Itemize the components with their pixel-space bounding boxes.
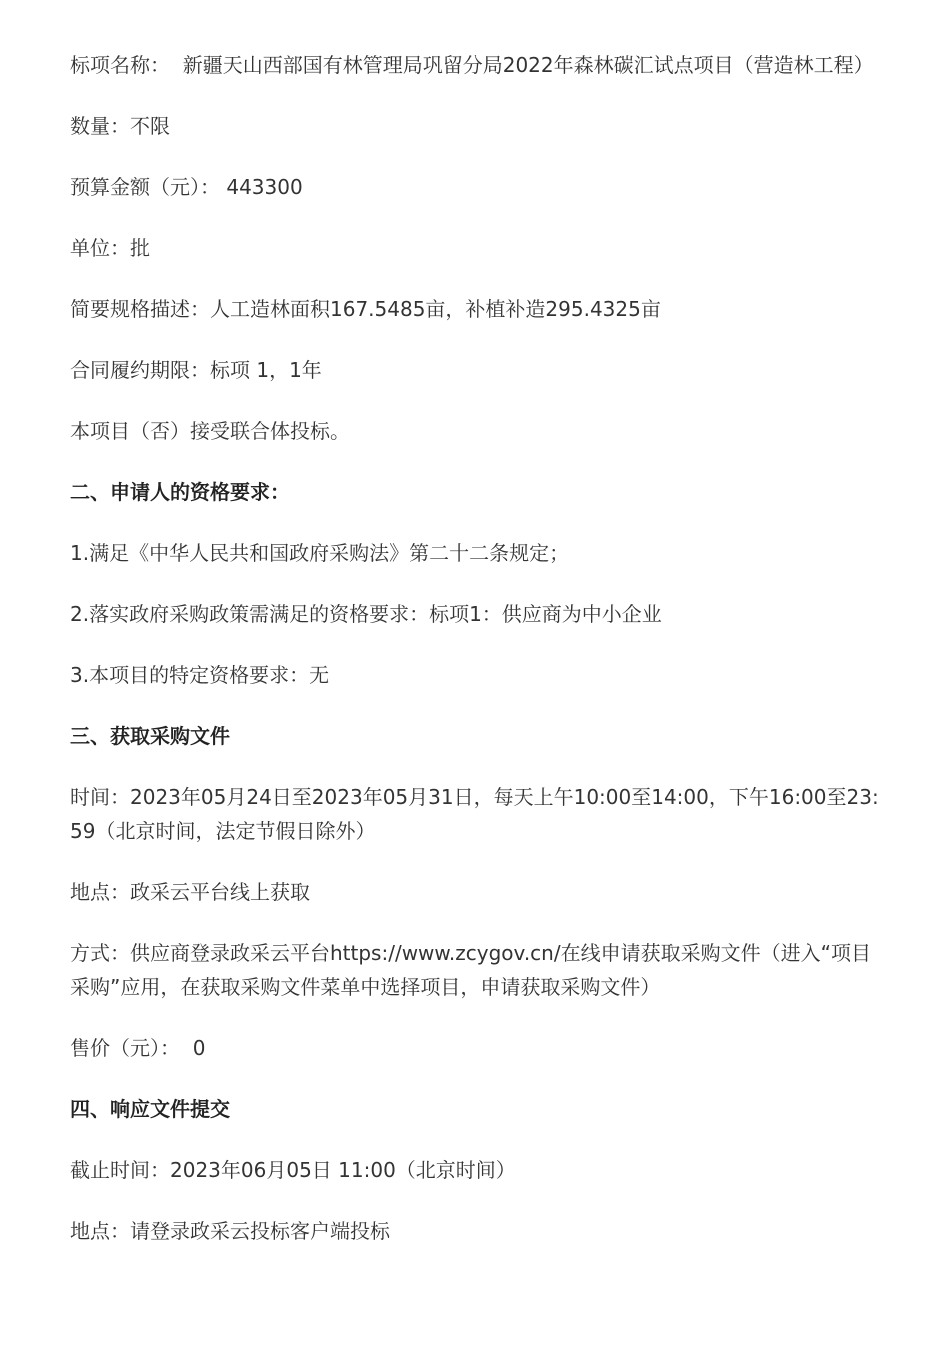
submission-heading: 四、响应文件提交: [70, 1097, 230, 1121]
consortium-paragraph: 本项目（否）接受联合体投标。: [70, 419, 350, 443]
submission-deadline-paragraph: 截止时间：2023年06月05日 11:00（北京时间）: [70, 1158, 516, 1182]
qualification-item: 2.落实政府采购政策需满足的资格要求：标项1：供应商为中小企业: [70, 602, 662, 626]
quantity-paragraph: 数量：不限: [70, 114, 170, 138]
price-value: 0: [192, 1036, 206, 1060]
obtain-method-paragraph: 方式：供应商登录政采云平台https://www.zcygov.cn/在线申请获取采购文件（进入“项目采购”应用，在获取采购文件菜单中选择项目，申请获取采购文件）: [70, 941, 871, 999]
qualification-item: 1.满足《中华人民共和国政府采购法》第二十二条规定；: [70, 541, 570, 565]
budget-label: 预算金额（元）：: [70, 175, 220, 199]
price-label: 售价（元）：: [70, 1036, 180, 1060]
obtain-location-paragraph: 地点：政采云平台线上获取: [70, 880, 310, 904]
document-body: [70, 48, 885, 1275]
budget-value: 443300: [226, 175, 303, 199]
obtain-time-paragraph: 时间：2023年05月24日至2023年05月31日，每天上午10:00至14:00，下午16:00至23:59（北京时间，法定节假日除外）: [70, 785, 879, 843]
item-name-paragraph: [70, 48, 885, 82]
contract-period-paragraph: 合同履约期限：标项 1，1年: [70, 358, 322, 382]
item-name-value: 新疆天山西部国有林管理局巩留分局2022年森林碳汇试点项目（营造林工程）: [182, 53, 874, 77]
budget-paragraph: [70, 170, 885, 204]
qualification-item: 3.本项目的特定资格要求：无: [70, 663, 330, 687]
unit-paragraph: 单位：批: [70, 236, 150, 260]
item-name-label: 标项名称：: [70, 53, 170, 77]
submission-location-paragraph: 地点：请登录政采云投标客户端投标: [70, 1219, 390, 1243]
qualification-heading: 二、申请人的资格要求：: [70, 480, 290, 504]
spec-paragraph: 简要规格描述：人工造林面积167.5485亩，补植补造295.4325亩: [70, 297, 661, 321]
price-paragraph: [70, 1031, 885, 1065]
obtain-heading: 三、获取采购文件: [70, 724, 230, 748]
